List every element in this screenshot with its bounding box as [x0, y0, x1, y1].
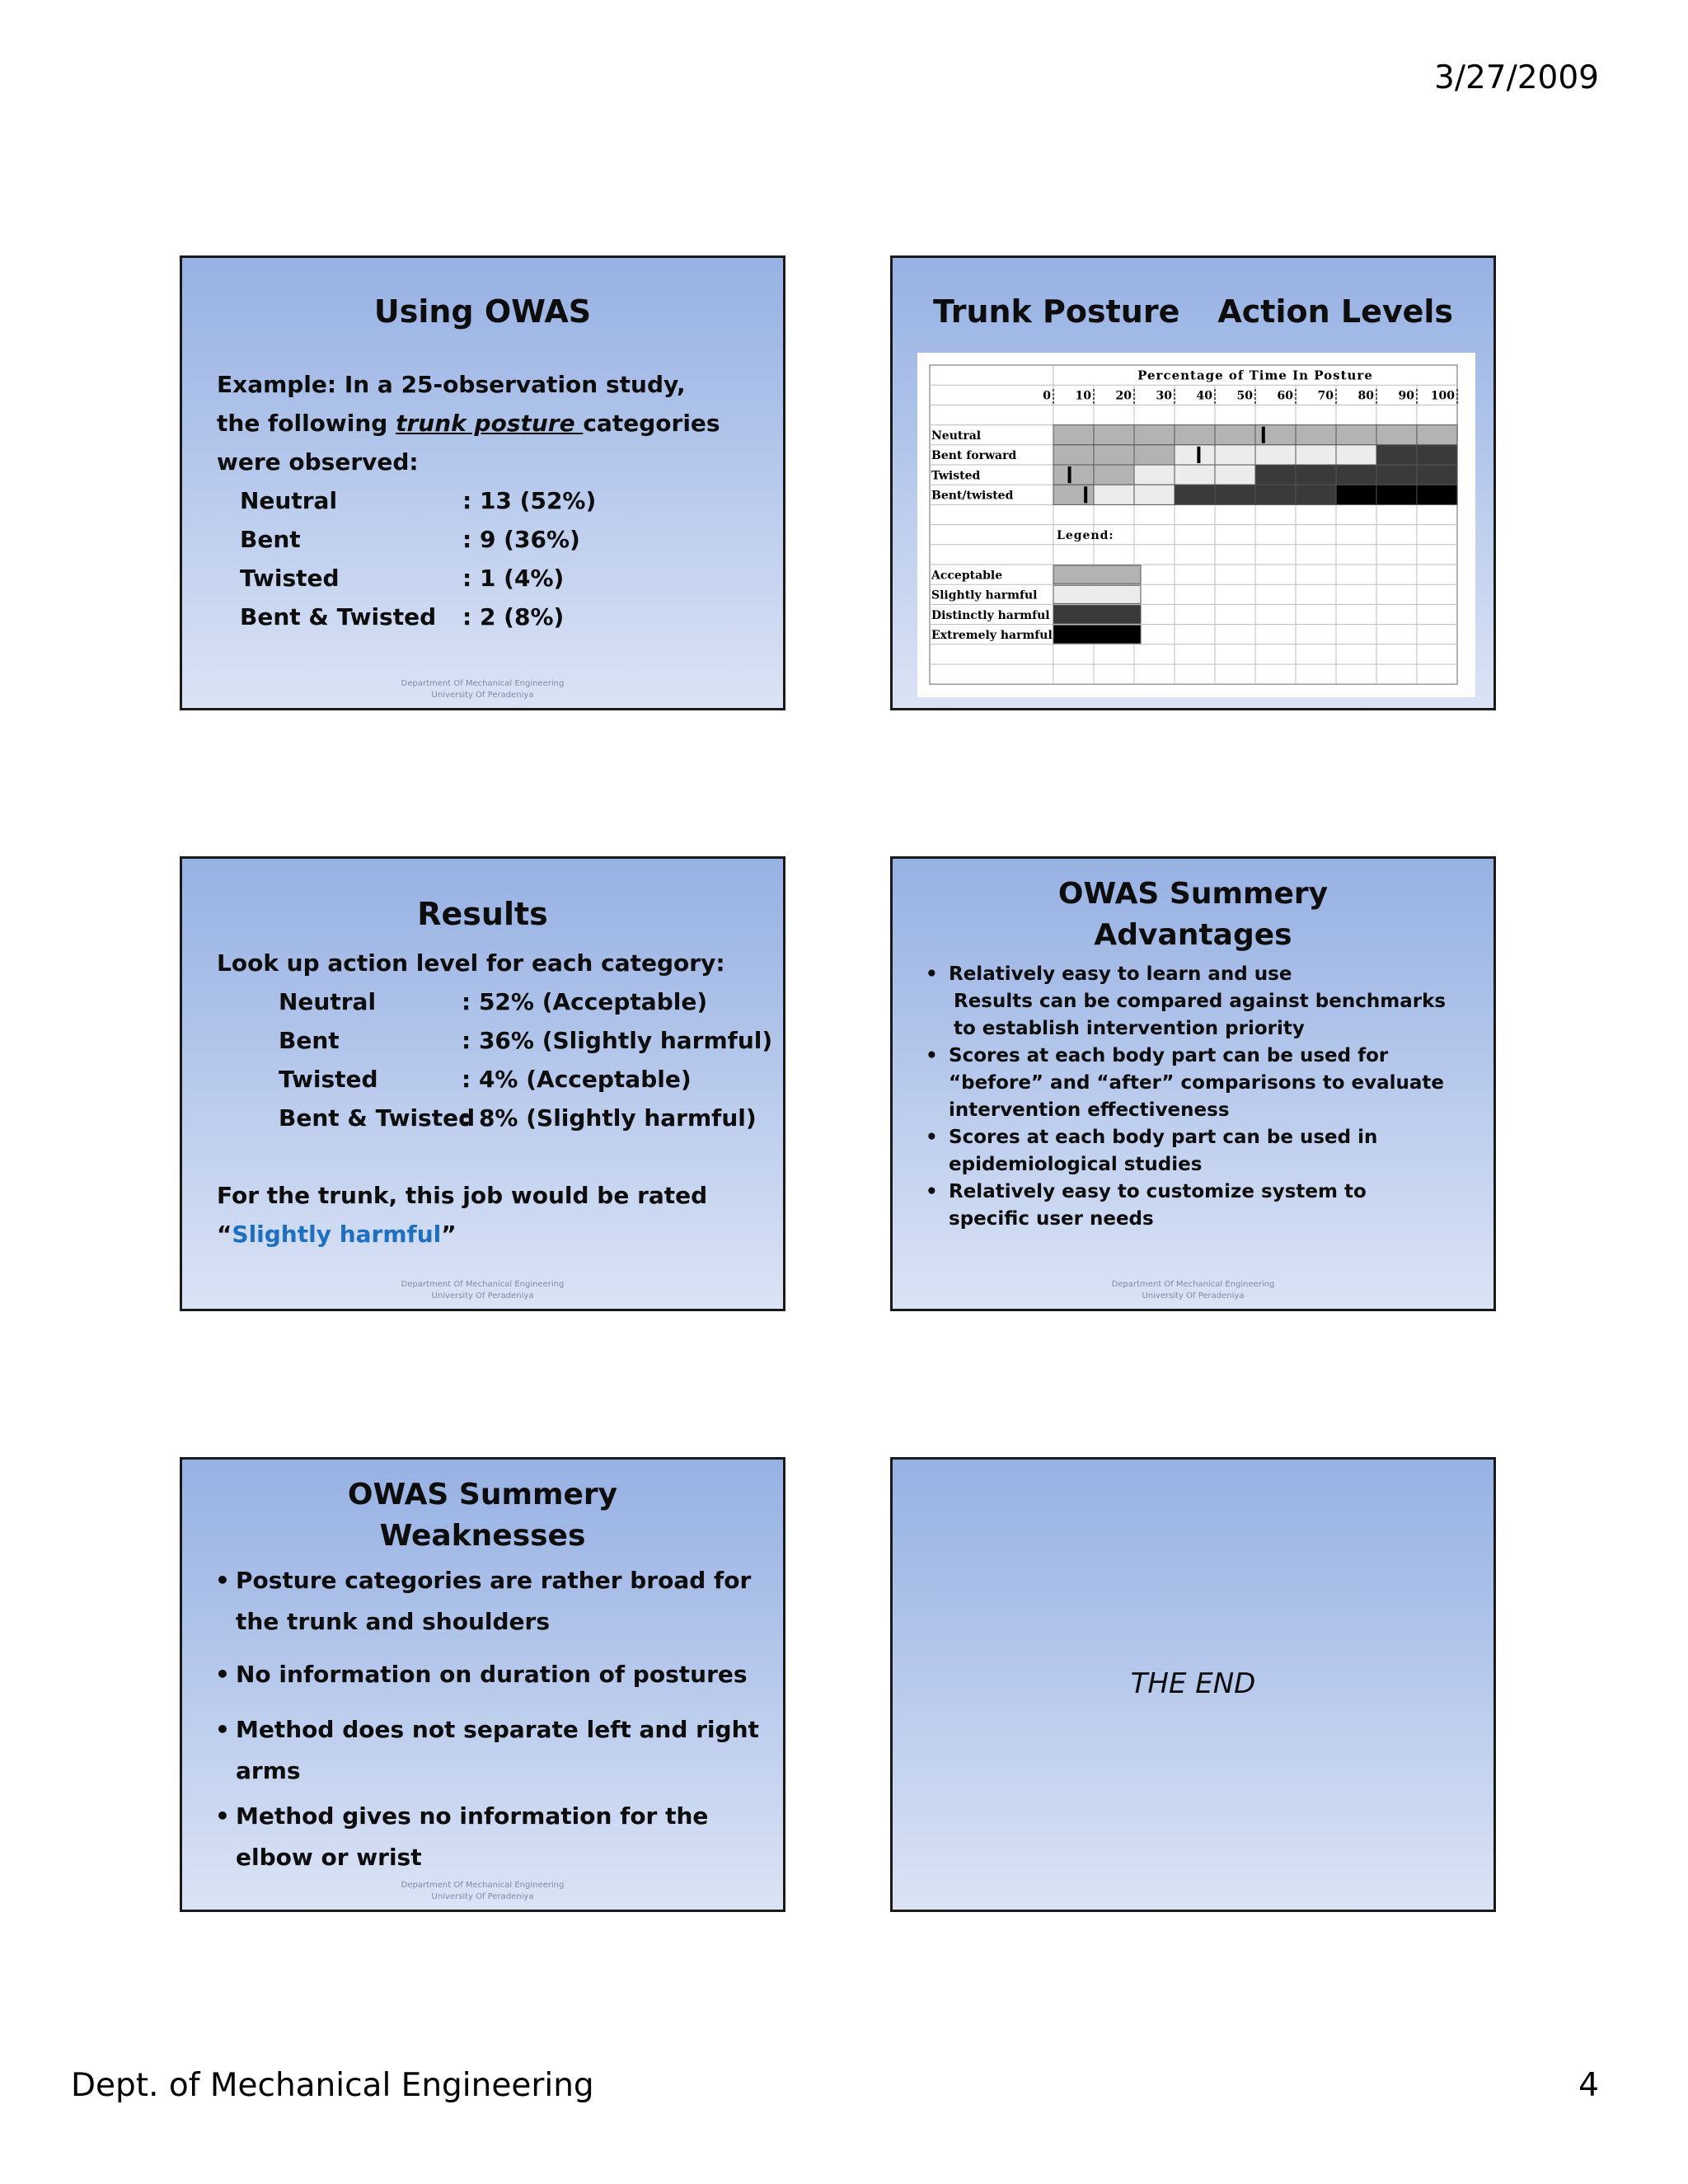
slide-footer: Department Of Mechanical Engineering University Of Peradeniya: [401, 679, 565, 700]
level-cell: [1175, 425, 1215, 445]
action-level-chart-svg: [917, 353, 1475, 697]
list-item: • Relatively easy to learn and use: [926, 963, 1292, 985]
level-cell: [1376, 425, 1417, 445]
slide-body: [217, 365, 728, 636]
level-cell: [1134, 425, 1175, 445]
level-cell: [1296, 425, 1336, 445]
slide-title: Results: [417, 896, 548, 932]
x-tick-label: 50: [1236, 389, 1253, 403]
level-cell: [1175, 445, 1215, 465]
level-cell: [1215, 425, 1255, 445]
slide-the-end: [890, 1457, 1496, 1912]
level-cell: [1417, 425, 1457, 445]
result-row: Neutral : 52% (Acceptable): [279, 988, 708, 1015]
weaknesses-list: [215, 1560, 759, 1878]
level-cell: [1175, 485, 1215, 504]
level-cell: [1255, 445, 1296, 465]
category-row: Bent & Twisted : 2 (8%): [240, 603, 565, 630]
level-cell: [1215, 465, 1255, 485]
level-cell: [1134, 485, 1175, 504]
level-cell: [1094, 465, 1134, 485]
legend-swatch: [1053, 605, 1141, 623]
x-tick-label: 60: [1277, 389, 1293, 403]
list-item: • Method does not separate left and right arms: [215, 1716, 759, 1784]
level-cell: [1053, 445, 1094, 465]
level-cell: [1376, 485, 1417, 504]
row-label: Neutral: [931, 429, 982, 443]
level-cell: [1134, 465, 1175, 485]
x-tick-label: 80: [1357, 389, 1374, 403]
slide-trunk-posture: [890, 255, 1496, 710]
list-item: • Method gives no information for the elbow or wrist: [215, 1802, 709, 1871]
slide-footer: Department Of Mechanical Engineering University Of Peradeniya: [1111, 1280, 1275, 1301]
level-cell: [1053, 485, 1094, 504]
slide-footer: Department Of Mechanical Engineering University Of Peradeniya: [401, 1881, 565, 1901]
category-row: Twisted : 1 (4%): [240, 565, 565, 592]
row-label: Bent forward: [931, 449, 1017, 463]
level-cell: [1134, 445, 1175, 465]
list-item: • No information on duration of postures: [215, 1661, 748, 1688]
intro-text: Example: In a 25-observation study, the following trunk posture categories were observed:: [217, 371, 720, 476]
category-list: [217, 481, 728, 636]
slide-title: OWAS Summery Advantages: [1057, 877, 1329, 952]
level-cell: [1417, 445, 1457, 465]
legend-swatch: [1053, 585, 1141, 603]
action-level-chart: [917, 353, 1475, 697]
list-item: • Scores at each body part can be used in epidemiological studies: [926, 1127, 1378, 1175]
page-number: 4: [1578, 2067, 1599, 2104]
slide-title: Using OWAS: [373, 293, 592, 330]
emphasis-text: trunk posture: [396, 410, 584, 437]
category-row: Bent : 9 (36%): [240, 526, 580, 553]
x-tick-label: 30: [1156, 389, 1172, 403]
slide-using-owas: [180, 255, 785, 710]
category-row: Neutral : 13 (52%): [240, 487, 597, 514]
conclusion-text: For the trunk, this job would be rated “Slightly harmful”: [217, 1182, 708, 1248]
observed-marker: [1262, 427, 1265, 443]
x-tick-label: 0: [1043, 389, 1051, 403]
list-item: • Posture categories are rather broad for the trunk and shoulders: [215, 1567, 752, 1635]
result-list: [217, 982, 777, 1137]
level-cell: [1053, 465, 1094, 485]
x-tick-label: 70: [1317, 389, 1334, 403]
slide-weaknesses: [180, 1457, 785, 1912]
observed-marker: [1197, 447, 1200, 463]
slide-results: [180, 856, 785, 1311]
result-row: Bent : 36% (Slightly harmful): [279, 1027, 773, 1054]
result-row: Bent & Twisted : 8% (Slightly harmful): [279, 1104, 757, 1132]
level-cell: [1296, 485, 1336, 504]
x-tick-label: 100: [1430, 389, 1455, 403]
x-tick-label: 10: [1075, 389, 1091, 403]
chart-title: Percentage of Time In Posture: [1137, 368, 1373, 383]
slide-footer: Department Of Mechanical Engineering University Of Peradeniya: [401, 1280, 565, 1301]
level-cell: [1053, 425, 1094, 445]
level-cell: [1417, 465, 1457, 485]
level-cell: [1215, 485, 1255, 504]
rating-highlight: Slightly harmful: [232, 1221, 442, 1248]
list-item: • Relatively easy to customize system to specific user needs: [926, 1181, 1367, 1230]
level-cell: [1336, 445, 1376, 465]
level-cell: [1215, 445, 1255, 465]
level-cell: [1255, 425, 1296, 445]
level-cell: [1255, 485, 1296, 504]
level-cell: [1296, 445, 1336, 465]
slide-advantages: [890, 856, 1496, 1311]
list-item: • Scores at each body part can be used for “before” and “after” comparisons to evaluate intervention effectiveness: [926, 1045, 1445, 1121]
row-label: Twisted: [931, 469, 981, 483]
lead-text: Look up action level for each category:: [217, 949, 725, 977]
result-row: Twisted : 4% (Acceptable): [279, 1066, 692, 1093]
observed-marker: [1068, 466, 1071, 483]
slide-title: OWAS Summery Weaknesses: [347, 1478, 618, 1553]
observed-marker: [1084, 486, 1087, 503]
level-cell: [1255, 465, 1296, 485]
legend-title: Legend:: [1057, 529, 1114, 543]
slide-body: [217, 944, 777, 1254]
level-cell: [1094, 445, 1134, 465]
level-cell: [1336, 485, 1376, 504]
x-tick-label: 40: [1196, 389, 1212, 403]
end-text: THE END: [1130, 1667, 1256, 1700]
level-cell: [1376, 465, 1417, 485]
legend-swatch: [1053, 626, 1141, 644]
advantages-list: [926, 961, 1453, 1233]
footer-department: Dept. of Mechanical Engineering: [71, 2067, 594, 2104]
legend-label: Slightly harmful: [931, 588, 1038, 602]
level-cell: [1336, 465, 1376, 485]
row-label: Bent/twisted: [931, 489, 1014, 503]
legend-label: Distinctly harmful: [931, 608, 1050, 622]
level-cell: [1417, 485, 1457, 504]
level-cell: [1175, 465, 1215, 485]
list-item: Results can be compared against benchmarks to establish intervention priority: [954, 991, 1447, 1039]
page-date: 3/27/2009: [1434, 59, 1599, 96]
level-cell: [1094, 425, 1134, 445]
level-cell: [1336, 425, 1376, 445]
level-cell: [1296, 465, 1336, 485]
level-cell: [1376, 445, 1417, 465]
legend-swatch: [1053, 565, 1141, 583]
level-cell: [1094, 485, 1134, 504]
x-tick-label: 20: [1115, 389, 1132, 403]
legend-label: Extremely harmful: [931, 629, 1053, 643]
x-tick-label: 90: [1398, 389, 1414, 403]
legend-label: Acceptable: [931, 569, 1003, 583]
slide-title: Trunk Posture Action Levels: [932, 293, 1454, 330]
